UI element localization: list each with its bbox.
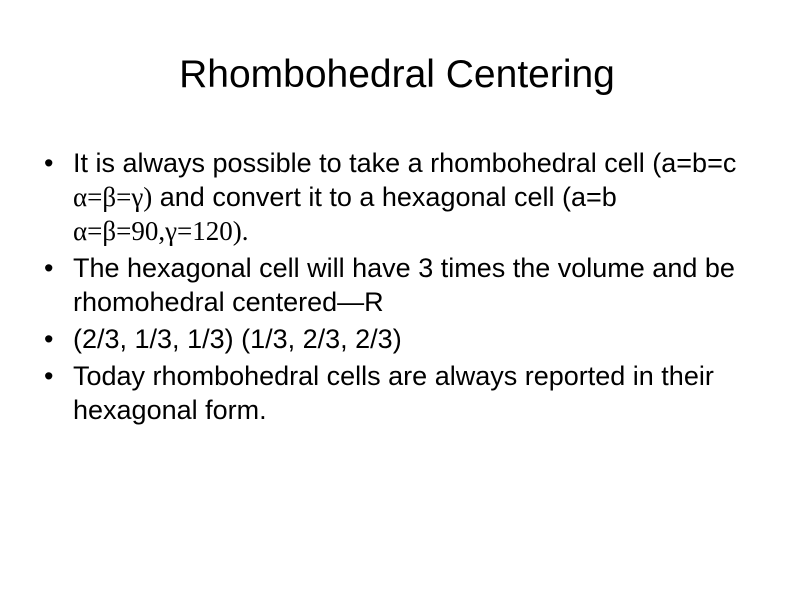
greek-angle-relation: α=β=γ) xyxy=(73,182,153,212)
greek-angle-values: α=β=90,γ=120). xyxy=(73,216,249,246)
bullet-marker: • xyxy=(44,361,54,391)
bullet-item xyxy=(44,251,764,319)
bullet-item xyxy=(44,146,764,248)
bullet-item xyxy=(44,322,764,356)
slide-title: Rhombohedral Centering xyxy=(179,53,615,96)
bullet-list xyxy=(44,146,764,430)
bullet-text-part: It is always possible to take a rhombohedral cell (a=b=c xyxy=(73,148,737,178)
bullet-text-part: and convert it to a hexagonal cell (a=b xyxy=(152,182,617,212)
bullet-text xyxy=(73,146,764,248)
bullet-text: (2/3, 1/3, 1/3) (1/3, 2/3, 2/3) xyxy=(73,324,402,354)
bullet-text: The hexagonal cell will have 3 times the volume and be rhomohedral centered—R xyxy=(73,253,735,317)
bullet-marker: • xyxy=(44,253,54,283)
bullet-item xyxy=(44,359,764,427)
bullet-marker: • xyxy=(44,148,54,178)
bullet-marker: • xyxy=(44,324,54,354)
bullet-text: Today rhombohedral cells are always reported in their hexagonal form. xyxy=(73,361,714,425)
